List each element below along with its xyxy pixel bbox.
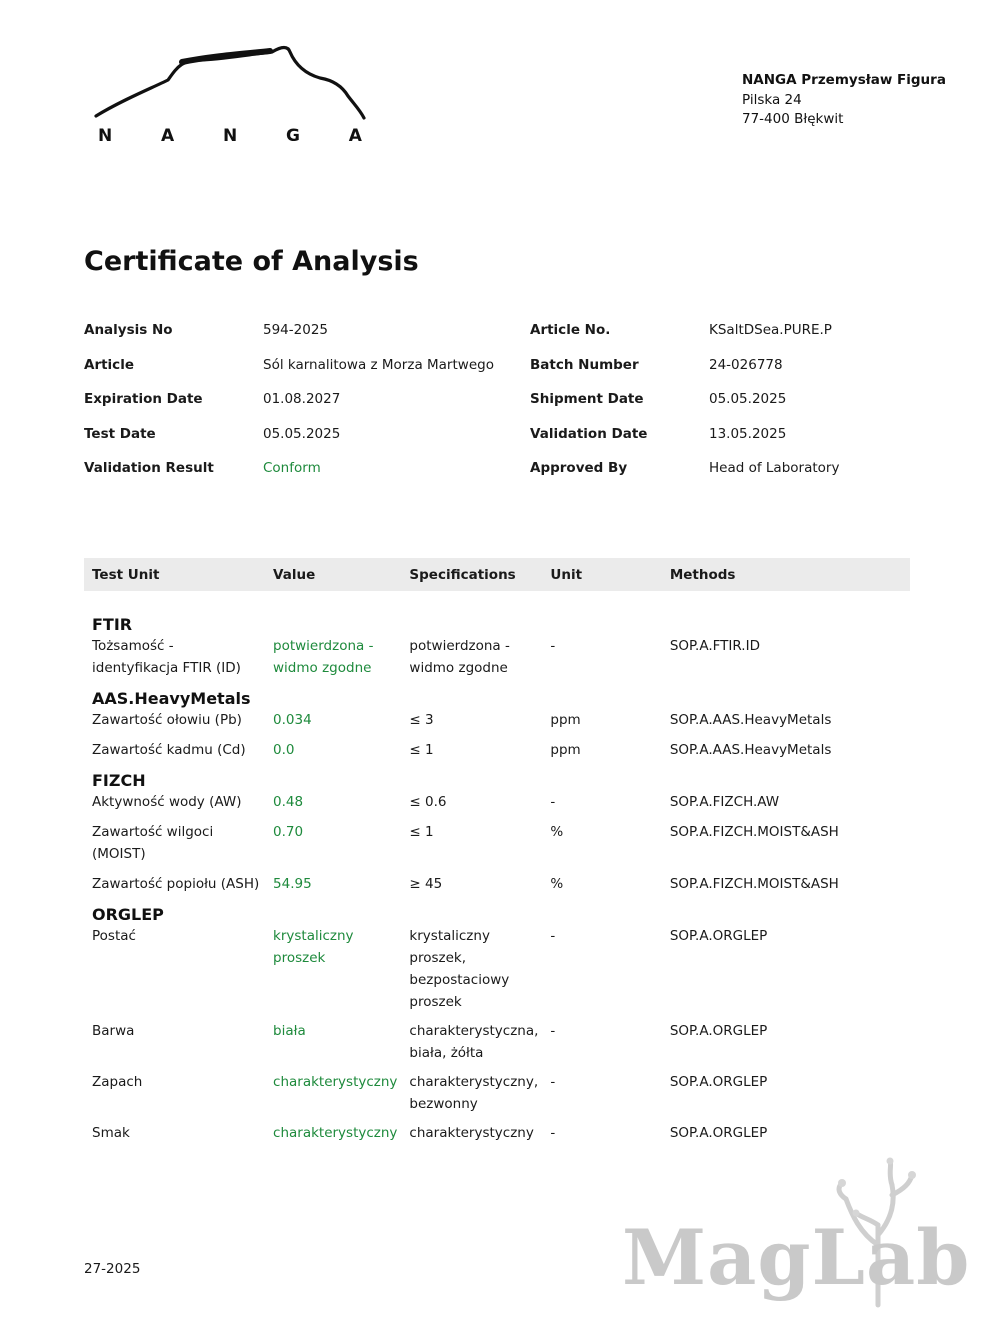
info-value: KSaltDSea.PURE.P — [709, 322, 832, 338]
info-row — [84, 426, 914, 461]
value-cell: biała — [273, 1023, 306, 1039]
group-header-row — [84, 613, 910, 635]
spec-cell: charakterystyczna, biała, żółta — [409, 1023, 539, 1061]
info-label: Batch Number — [530, 356, 639, 373]
info-label: Approved By — [530, 460, 628, 476]
unit-cell: - — [550, 928, 556, 944]
info-row — [84, 322, 914, 357]
value-cell: 0.70 — [273, 824, 304, 840]
info-row — [84, 460, 914, 495]
spec-cell: potwierdzona - widmo zgodne — [409, 638, 510, 676]
analysis-info — [84, 322, 914, 495]
table-row — [84, 1020, 910, 1071]
value-cell: charakterystyczny — [273, 1125, 398, 1141]
unit-cell: - — [550, 638, 556, 654]
address-street: Pilska 24 — [742, 91, 802, 108]
info-label: Analysis No — [84, 322, 173, 338]
spec-cell: krystaliczny proszek, bezpostaciowy proszek — [409, 928, 510, 1010]
info-value: 01.08.2027 — [263, 391, 341, 407]
method-cell: SOP.A.FIZCH.AW — [669, 794, 780, 810]
value-cell: 54.95 — [273, 876, 312, 892]
logo-letter: A — [348, 126, 362, 146]
results-table — [84, 558, 910, 1151]
unit-cell: - — [550, 1125, 556, 1141]
group-name: FTIR — [92, 615, 133, 634]
unit-cell: ppm — [550, 712, 581, 728]
column-header: Methods — [669, 566, 736, 583]
spec-cell: ≤ 0.6 — [409, 794, 447, 810]
mountain-icon — [92, 42, 372, 132]
test-unit-cell: Zawartość ołowiu (Pb) — [92, 712, 242, 728]
logo-letter: N — [98, 126, 113, 146]
spec-cell: charakterystyczny — [409, 1125, 534, 1141]
test-unit-cell: Zawartość wilgoci (MOIST) — [92, 824, 214, 862]
info-value: 05.05.2025 — [709, 391, 787, 407]
info-value: 05.05.2025 — [263, 425, 341, 442]
table-row — [84, 821, 910, 873]
unit-cell: % — [550, 824, 564, 840]
info-value: 594-2025 — [263, 322, 328, 338]
group-name: ORGLEP — [92, 905, 164, 924]
company-name: NANGA Przemysław Figura — [742, 72, 946, 88]
company-logo — [92, 42, 372, 152]
info-label: Expiration Date — [84, 391, 203, 407]
info-label: Shipment Date — [530, 391, 644, 407]
document-number: 27-2025 — [84, 1261, 141, 1277]
info-value: 24-026778 — [709, 356, 783, 373]
info-row — [84, 391, 914, 426]
method-cell: SOP.A.AAS.HeavyMetals — [669, 712, 832, 728]
test-unit-cell: Tożsamość - identyfikacja FTIR (ID) — [92, 638, 241, 676]
info-value: 13.05.2025 — [709, 425, 787, 442]
table-row — [84, 709, 910, 739]
logo-letter: G — [286, 126, 300, 146]
column-header: Test Unit — [92, 566, 160, 583]
info-value: Sól karnalitowa z Morza Martwego — [263, 356, 494, 373]
address-city: 77-400 Błękwit — [742, 111, 844, 127]
method-cell: SOP.A.ORGLEP — [669, 1125, 768, 1141]
value-cell: potwierdzona - widmo zgodne — [273, 638, 374, 676]
group-name: FIZCH — [92, 771, 146, 790]
column-header: Specifications — [409, 566, 516, 583]
method-cell: SOP.A.AAS.HeavyMetals — [669, 742, 832, 758]
unit-cell: - — [550, 1074, 556, 1090]
method-cell: SOP.A.FTIR.ID — [669, 638, 760, 654]
table-row — [84, 1071, 910, 1122]
info-label: Article No. — [530, 322, 611, 338]
group-name: AAS.HeavyMetals — [92, 689, 251, 708]
column-header: Unit — [550, 566, 583, 583]
table-row — [84, 873, 910, 903]
unit-cell: - — [550, 794, 556, 810]
maglab-watermark — [620, 1155, 971, 1315]
method-cell: SOP.A.FIZCH.MOIST&ASH — [669, 876, 839, 892]
table-row — [84, 739, 910, 769]
unit-cell: ppm — [550, 742, 581, 758]
value-cell: 0.034 — [273, 712, 312, 728]
value-cell: 0.48 — [273, 794, 304, 810]
logo-letter: N — [223, 126, 238, 146]
method-cell: SOP.A.ORGLEP — [669, 1074, 768, 1090]
spec-cell: charakterystyczny, bezwonny — [409, 1074, 539, 1112]
test-unit-cell: Zapach — [92, 1074, 143, 1090]
info-value: Head of Laboratory — [709, 460, 840, 476]
unit-cell: % — [550, 876, 564, 892]
info-label: Validation Result — [84, 460, 214, 476]
info-row — [84, 357, 914, 392]
method-cell: SOP.A.FIZCH.MOIST&ASH — [669, 824, 839, 840]
spec-cell: ≤ 3 — [409, 712, 434, 728]
spec-cell: ≤ 1 — [409, 824, 434, 840]
group-header-row — [84, 903, 910, 925]
test-unit-cell: Smak — [92, 1125, 130, 1141]
watermark-text: MagLab — [622, 1213, 971, 1302]
info-label: Article — [84, 356, 134, 373]
info-label: Test Date — [84, 425, 156, 442]
method-cell: SOP.A.ORGLEP — [669, 928, 768, 944]
spec-cell: ≥ 45 — [409, 876, 443, 892]
table-row — [84, 635, 910, 687]
table-header-row — [84, 558, 910, 591]
value-cell: krystaliczny proszek — [273, 928, 354, 966]
column-header: Value — [273, 566, 316, 583]
group-header-row — [84, 769, 910, 791]
logo-letter: A — [161, 126, 175, 146]
table-row — [84, 925, 910, 1020]
page-title: Certificate of Analysis — [84, 246, 419, 277]
table-row — [84, 1122, 910, 1151]
logo-wordmark — [98, 126, 362, 146]
validation-result-value: Conform — [263, 460, 321, 476]
company-address — [742, 71, 946, 130]
spec-cell: ≤ 1 — [409, 742, 434, 758]
info-label: Validation Date — [530, 425, 648, 442]
method-cell: SOP.A.ORGLEP — [669, 1023, 768, 1039]
test-unit-cell: Aktywność wody (AW) — [92, 794, 242, 810]
value-cell: charakterystyczny — [273, 1074, 398, 1090]
unit-cell: - — [550, 1023, 556, 1039]
test-unit-cell: Zawartość popiołu (ASH) — [92, 876, 260, 892]
table-row — [84, 791, 910, 821]
group-header-row — [84, 687, 910, 709]
test-unit-cell: Postać — [92, 928, 136, 944]
value-cell: 0.0 — [273, 742, 295, 758]
test-unit-cell: Barwa — [92, 1023, 135, 1039]
test-unit-cell: Zawartość kadmu (Cd) — [92, 742, 246, 758]
